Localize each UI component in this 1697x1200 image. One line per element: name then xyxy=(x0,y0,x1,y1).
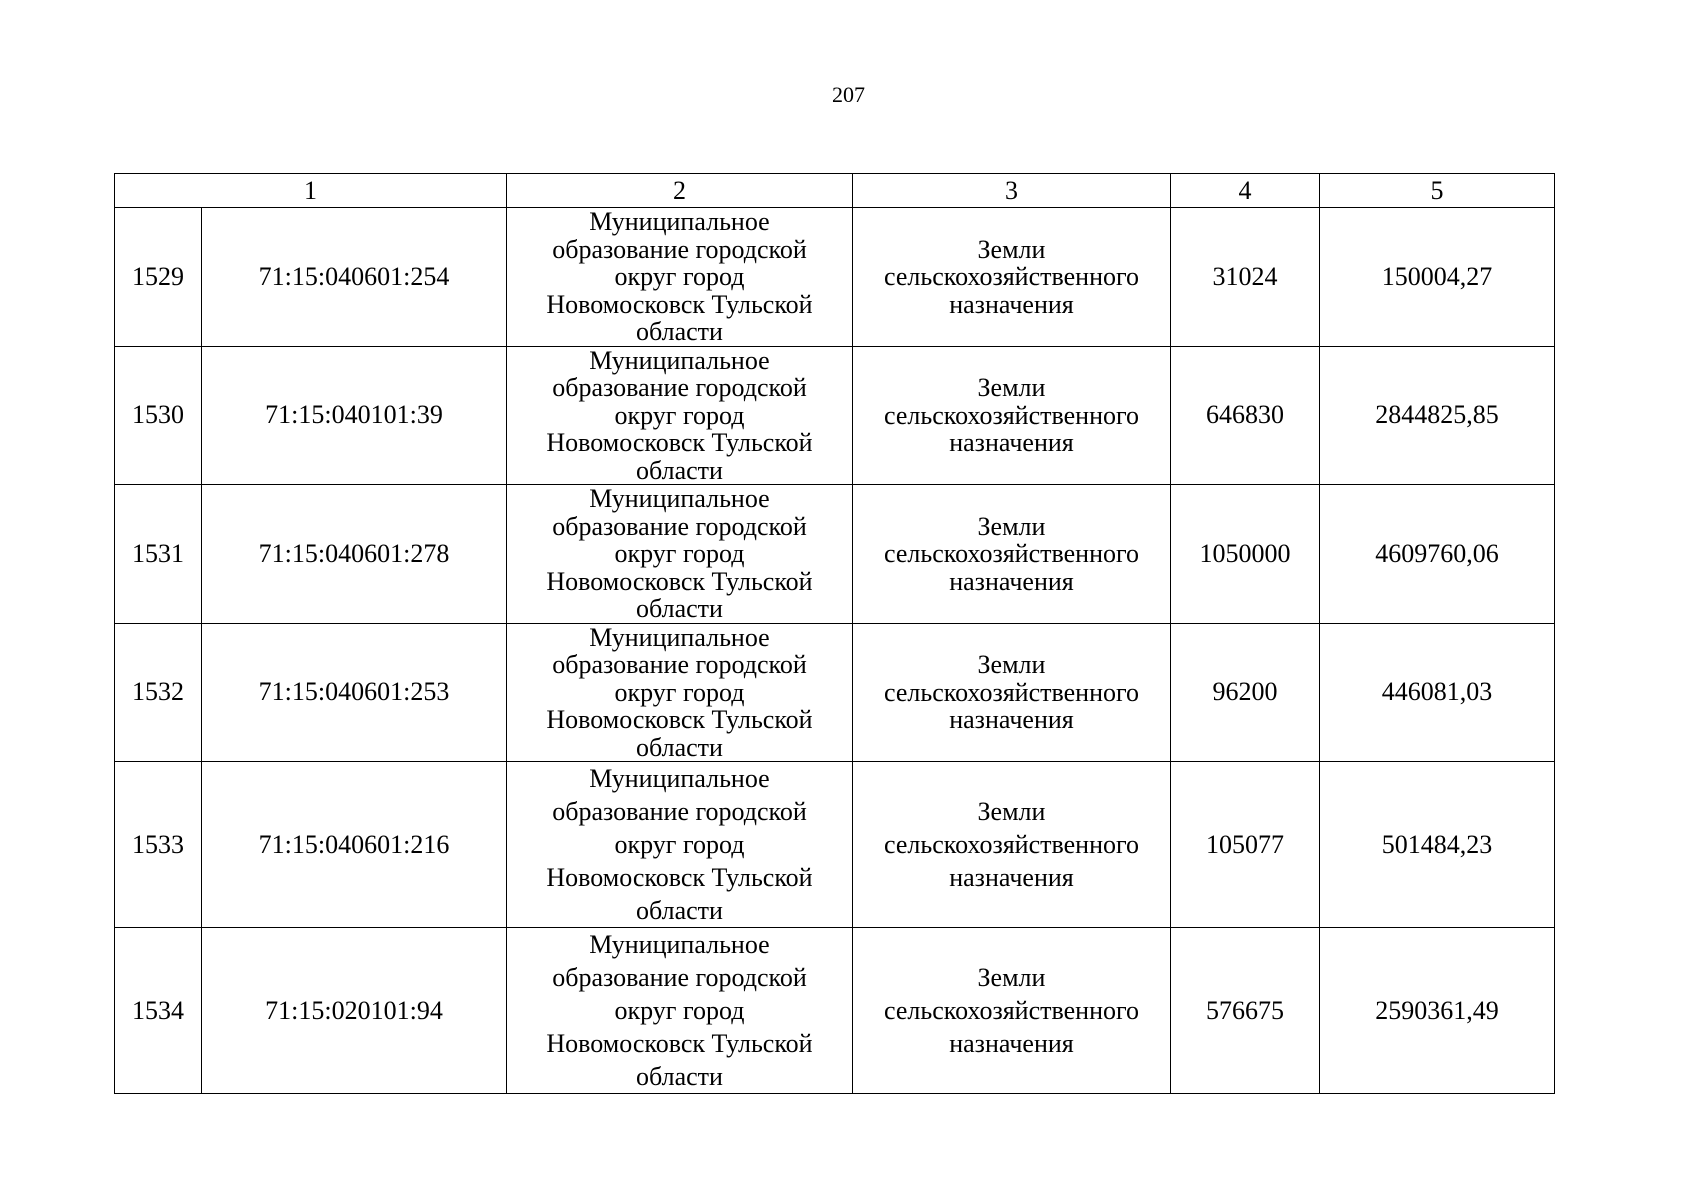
area-cell: 31024 xyxy=(1171,208,1320,347)
value-cell: 2590361,49 xyxy=(1320,928,1555,1094)
header-col-5: 5 xyxy=(1320,174,1555,208)
owner-line: Новомосковск Тульской xyxy=(546,705,813,734)
category-line: назначения xyxy=(949,705,1074,734)
owner-cell xyxy=(507,208,853,347)
owner-line: области xyxy=(636,455,723,485)
category-line: назначения xyxy=(949,428,1074,457)
table-row xyxy=(115,346,1555,485)
category-line: Земли xyxy=(977,373,1046,402)
category-cell xyxy=(853,346,1171,485)
owner-line: Муниципальное xyxy=(589,345,770,375)
area-cell: 96200 xyxy=(1171,623,1320,762)
owner-line: Муниципальное xyxy=(589,764,770,793)
owner-line: области xyxy=(636,317,723,346)
owner-line: области xyxy=(636,732,723,762)
land-plots-table xyxy=(114,173,1555,1094)
value-cell: 501484,23 xyxy=(1320,762,1555,928)
category-line: Земли xyxy=(977,511,1046,541)
header-col-1: 1 xyxy=(115,174,507,208)
owner-line: образование городской xyxy=(552,234,807,264)
owner-line: области xyxy=(636,594,723,623)
area-cell: 576675 xyxy=(1171,928,1320,1094)
row-number: 1529 xyxy=(115,208,202,347)
owner-line: округ город xyxy=(614,400,745,430)
table-row xyxy=(115,208,1555,347)
category-line: сельскохозяйственного xyxy=(884,539,1139,568)
table-row xyxy=(115,762,1555,928)
header-row xyxy=(115,174,1555,208)
value-cell: 2844825,85 xyxy=(1320,346,1555,485)
category-line: назначения xyxy=(949,1029,1074,1058)
cadastral-number: 71:15:040601:278 xyxy=(202,485,507,624)
row-number: 1532 xyxy=(115,623,202,762)
value-cell: 4609760,06 xyxy=(1320,485,1555,624)
owner-line: округ город xyxy=(614,996,745,1025)
category-cell xyxy=(853,928,1171,1094)
value-cell: 150004,27 xyxy=(1320,208,1555,347)
cadastral-number: 71:15:040601:216 xyxy=(202,762,507,928)
cadastral-number: 71:15:040601:254 xyxy=(202,208,507,347)
owner-line: области xyxy=(636,896,723,925)
category-line: Земли xyxy=(977,234,1046,264)
cadastral-number: 71:15:040101:39 xyxy=(202,346,507,485)
category-line: назначения xyxy=(949,566,1074,596)
owner-line: округ город xyxy=(614,539,745,568)
owner-line: образование городской xyxy=(552,963,807,992)
header-col-2: 2 xyxy=(507,174,853,208)
table-row xyxy=(115,623,1555,762)
owner-line: Муниципальное xyxy=(589,207,770,236)
owner-cell xyxy=(507,928,853,1094)
category-line: назначения xyxy=(949,289,1074,319)
owner-line: области xyxy=(636,1062,723,1091)
owner-cell xyxy=(507,623,853,762)
owner-line: образование городской xyxy=(552,511,807,541)
owner-line: образование городской xyxy=(552,797,807,826)
table-row xyxy=(115,485,1555,624)
owner-line: Новомосковск Тульской xyxy=(546,428,813,457)
category-line: Земли xyxy=(977,650,1046,679)
row-number: 1531 xyxy=(115,485,202,624)
owner-line: округ город xyxy=(614,677,745,707)
table-row xyxy=(115,928,1555,1094)
category-line: Земли xyxy=(977,963,1046,992)
owner-line: Муниципальное xyxy=(589,622,770,652)
category-line: сельскохозяйственного xyxy=(884,677,1139,707)
category-line: Земли xyxy=(977,797,1046,826)
area-cell: 1050000 xyxy=(1171,485,1320,624)
cadastral-number: 71:15:040601:253 xyxy=(202,623,507,762)
category-cell xyxy=(853,208,1171,347)
owner-line: Новомосковск Тульской xyxy=(546,863,813,892)
category-cell xyxy=(853,485,1171,624)
header-col-4: 4 xyxy=(1171,174,1320,208)
category-cell xyxy=(853,623,1171,762)
owner-cell xyxy=(507,762,853,928)
page-number: 207 xyxy=(832,82,865,107)
category-line: назначения xyxy=(949,863,1074,892)
owner-cell xyxy=(507,346,853,485)
cadastral-number: 71:15:020101:94 xyxy=(202,928,507,1094)
owner-line: округ город xyxy=(614,830,745,859)
header-col-3: 3 xyxy=(853,174,1171,208)
owner-line: Новомосковск Тульской xyxy=(546,289,813,319)
value-cell: 446081,03 xyxy=(1320,623,1555,762)
owner-line: образование городской xyxy=(552,373,807,402)
owner-line: округ город xyxy=(614,262,745,291)
category-line: сельскохозяйственного xyxy=(884,262,1139,291)
area-cell: 105077 xyxy=(1171,762,1320,928)
category-cell xyxy=(853,762,1171,928)
category-line: сельскохозяйственного xyxy=(884,400,1139,430)
row-number: 1534 xyxy=(115,928,202,1094)
row-number: 1530 xyxy=(115,346,202,485)
category-line: сельскохозяйственного xyxy=(884,996,1139,1025)
owner-line: Муниципальное xyxy=(589,484,770,513)
area-cell: 646830 xyxy=(1171,346,1320,485)
owner-line: Новомосковск Тульской xyxy=(546,1029,813,1058)
owner-cell xyxy=(507,485,853,624)
category-line: сельскохозяйственного xyxy=(884,830,1139,859)
owner-line: Новомосковск Тульской xyxy=(546,566,813,596)
row-number: 1533 xyxy=(115,762,202,928)
owner-line: Муниципальное xyxy=(589,930,770,959)
owner-line: образование городской xyxy=(552,650,807,679)
